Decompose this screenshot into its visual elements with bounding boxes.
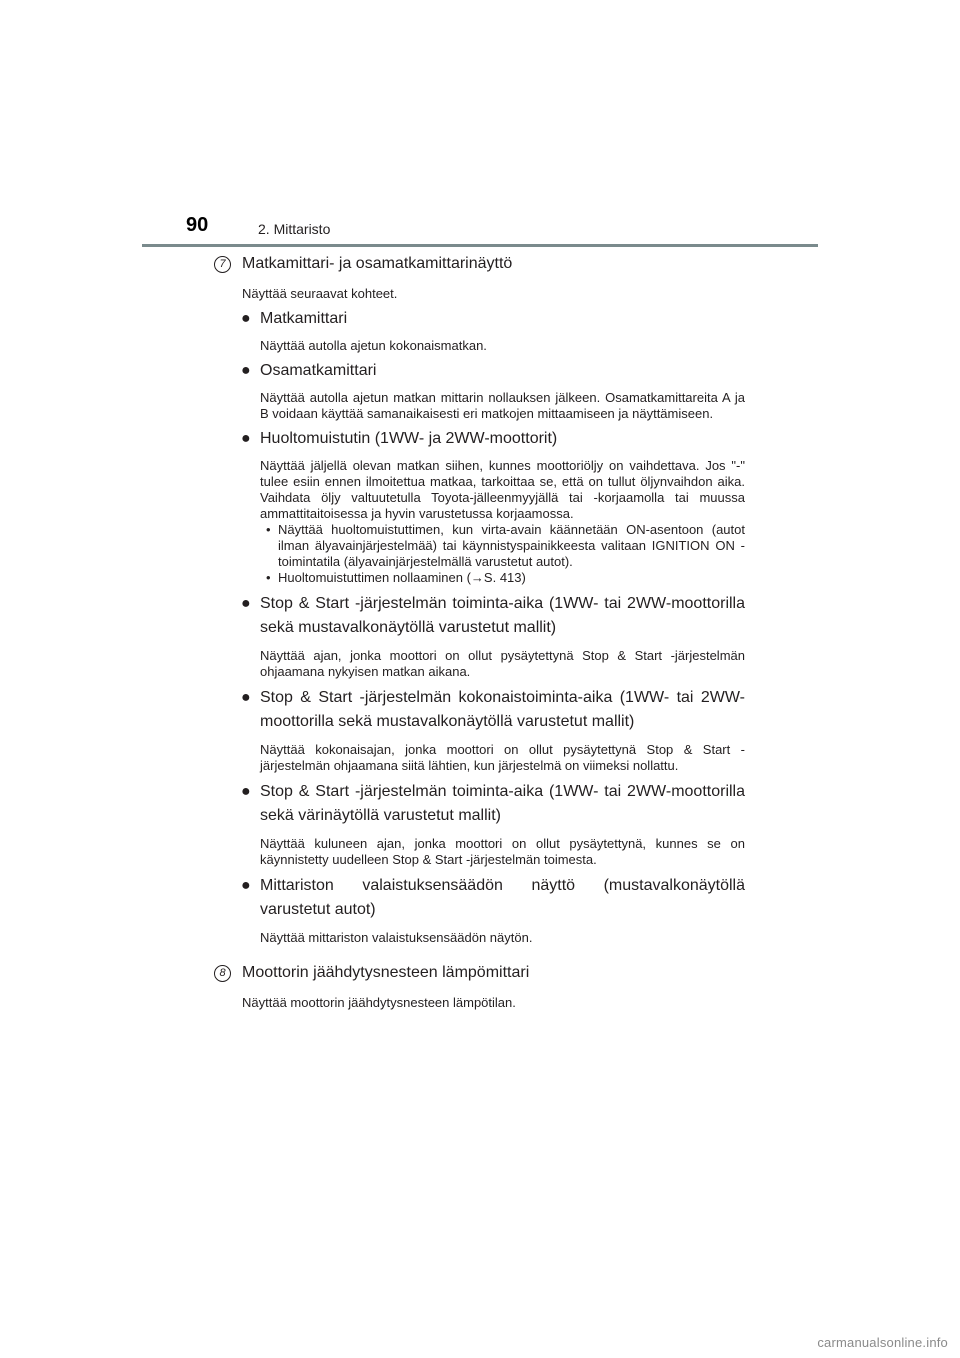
- list-item-stop-start-trip: [214, 592, 745, 680]
- watermark: carmanualsonline.info: [817, 1335, 948, 1350]
- item-title-text: Matkamittari: [260, 310, 348, 327]
- item-description: Näyttää kokonaisajan, jonka moottori on ollut pysäytettynä Stop & Start -järjestelmän ohjaamana siitä lähtien, kun järjestelmä on viimeksi nollattu.: [260, 742, 745, 773]
- bullet-icon: ●: [241, 689, 251, 706]
- list-item-illumination: [214, 874, 745, 946]
- sub-note: [260, 570, 745, 586]
- section-8-title: Moottorin jäähdytysnesteen lämpömittari: [242, 964, 530, 981]
- sub-bullet-icon: •: [266, 522, 271, 537]
- sub-note-text: Näyttää huoltomuistuttimen, kun virta-avain käännetään ON-asentoon (autot ilman älyavainjärjestelmää) tai käynnistyspainikkeesta valitaan IGNITION ON -toimintatila (älyavainjärjestelmällä varustetut autot).: [278, 522, 745, 569]
- item-title-text: Mittariston valaistuksensäädön näyttö (mustavalkonäytöllä varustetut autot): [260, 877, 745, 918]
- item-title: [214, 592, 745, 640]
- item-title-text: Stop & Start -järjestelmän toiminta-aika (1WW- tai 2WW-moottorilla sekä mustavalkonäytöllä varustetut mallit): [260, 595, 745, 636]
- section-8: [214, 962, 745, 1011]
- bullet-icon: ●: [241, 310, 251, 327]
- list-item-osamatkamittari: [214, 360, 745, 422]
- sub-note-text: Huoltomuistuttimen nollaaminen (→S. 413): [278, 570, 526, 585]
- item-title: [214, 360, 745, 382]
- section-7-heading: [214, 253, 745, 275]
- list-item-huoltomuistutin: [214, 428, 745, 586]
- callout-7-icon: 7: [214, 256, 231, 273]
- list-item-stop-start-total: [214, 686, 745, 774]
- section-7-intro: Näyttää seuraavat kohteet.: [242, 286, 398, 301]
- bullet-icon: ●: [241, 877, 251, 894]
- item-title-text: Stop & Start -järjestelmän kokonaistoiminta-aika (1WW- tai 2WW-moottorilla sekä mustavalkonäytöllä varustetut mallit): [260, 689, 745, 730]
- item-title: [214, 308, 745, 330]
- list-item-stop-start-color: [214, 780, 745, 868]
- bullet-icon: ●: [241, 430, 251, 447]
- section-7-title: Matkamittari- ja osamatkamittarinäyttö: [242, 255, 513, 272]
- item-description: Näyttää kuluneen ajan, jonka moottori on ollut pysäytettynä, kunnes se on käynnistetty uudelleen Stop & Start -järjestelmän toimesta.: [260, 836, 745, 867]
- bullet-icon: ●: [241, 362, 251, 379]
- item-title: [214, 428, 745, 450]
- item-title-text: Stop & Start -järjestelmän toiminta-aika (1WW- tai 2WW-moottorilla sekä värinäytöllä varustetut mallit): [260, 783, 745, 824]
- sub-note: [260, 522, 745, 570]
- item-title: [214, 874, 745, 922]
- item-title-text: Osamatkamittari: [260, 362, 377, 379]
- section-8-heading: [214, 962, 745, 984]
- sub-bullet-icon: •: [266, 570, 271, 585]
- section-8-intro: Näyttää moottorin jäähdytysnesteen lämpötilan.: [242, 995, 516, 1010]
- sub-note-list: [214, 522, 745, 586]
- item-description: Näyttää autolla ajetun kokonaismatkan.: [260, 338, 487, 353]
- page-content: [214, 253, 745, 1011]
- callout-8-icon: 8: [214, 965, 231, 982]
- item-title-text: Huoltomuistutin (1WW- ja 2WW-moottorit): [260, 430, 558, 447]
- item-description: Näyttää jäljellä olevan matkan siihen, kunnes moottoriöljy on vaihdettava. Jos "-" tulee esiin ennen ilmoitettua matkaa, tarkoittaa se, että on tullut öljynvaihdon aika. Vaihdata öljy valtuutetulla Toyota-jälleenmyyjällä tai -korjaamolla tai muussa ammattitaitoisessa ja hyvin varustetussa korjaamossa.: [260, 458, 745, 521]
- page-number: 90: [186, 214, 209, 236]
- header-rule: [142, 244, 818, 247]
- item-description: Näyttää ajan, jonka moottori on ollut pysäytettynä Stop & Start -järjestelmän ohjaamana nykyisen matkan aikana.: [260, 648, 745, 679]
- chapter-title: 2. Mittaristo: [258, 221, 331, 237]
- item-title: [214, 686, 745, 734]
- bullet-icon: ●: [241, 783, 251, 800]
- item-description: Näyttää mittariston valaistuksensäädön näytön.: [260, 930, 533, 945]
- item-title: [214, 780, 745, 828]
- bullet-icon: ●: [241, 595, 251, 612]
- list-item-matkamittari: [214, 308, 745, 354]
- item-description: Näyttää autolla ajetun matkan mittarin nollauksen jälkeen. Osamatkamittareita A ja B voidaan käyttää samanaikaisesti eri matkojen mittaamiseen ja näyttämiseen.: [260, 390, 745, 421]
